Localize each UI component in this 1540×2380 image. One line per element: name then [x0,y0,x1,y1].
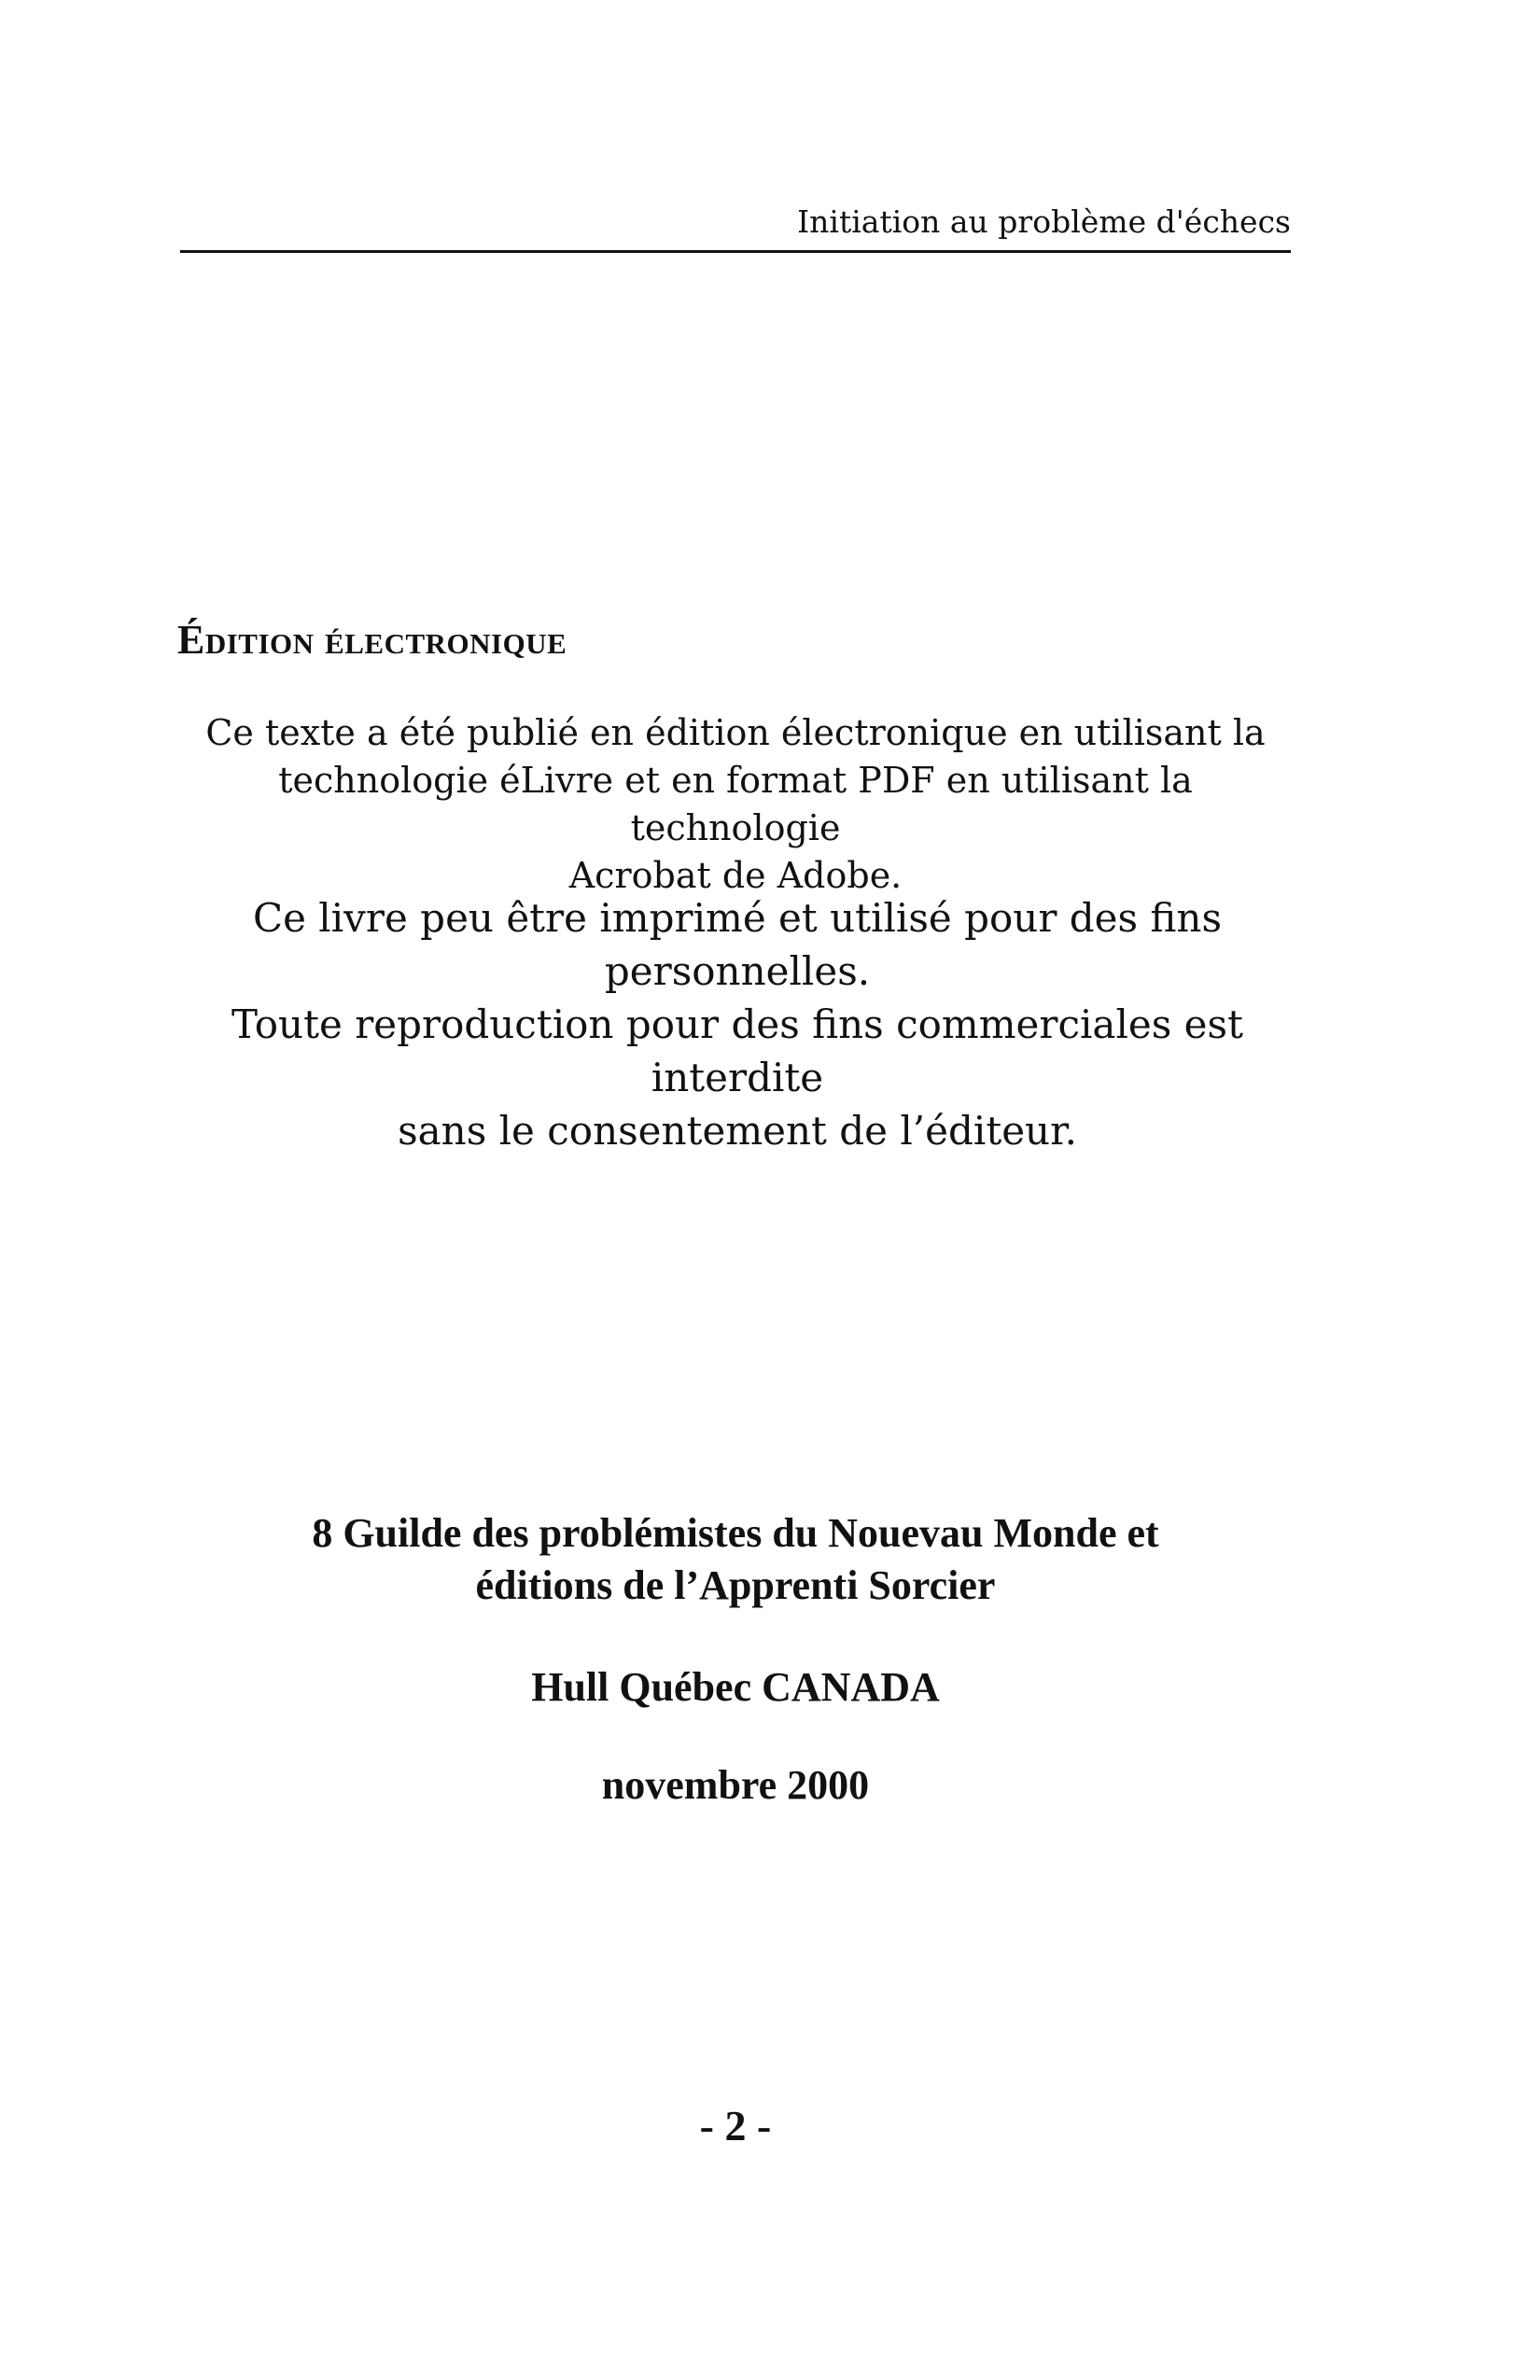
copyright-publisher [180,1507,1291,1612]
edition-paragraph-line-3: Acrobat de Adobe. [568,855,903,896]
usage-paragraph-line-1: Ce livre peu être imprimé et utilisé pour des fins personnelles. [252,895,1223,994]
edition-paragraph-line-2: technologie éLivre et en format PDF en utilisant la technologie [278,760,1193,848]
usage-paragraph-line-2: Toute reproduction pour des fins commerciales est interdite [231,1001,1243,1100]
page-number: - 2 - [699,2102,772,2149]
running-header: Initiation au problème d'échecs [797,203,1291,240]
edition-paragraph-line-1: Ce texte a été publié en édition électronique en utilisant la [205,712,1266,753]
publication-date: novembre 2000 [601,1762,870,1808]
usage-paragraph-line-3: sans le consentement de l’éditeur. [398,1108,1077,1154]
edition-paragraph [180,709,1291,900]
usage-paragraph [163,891,1311,1157]
section-title: Édition électronique [177,617,567,663]
header-rule [180,250,1291,253]
copyright-line-2: éditions de l’Apprenti Sorcier [475,1562,996,1608]
publisher-location: Hull Québec CANADA [531,1664,940,1710]
copyright-line-1: 8 Guilde des problémistes du Nouevau Monde et [312,1510,1159,1556]
